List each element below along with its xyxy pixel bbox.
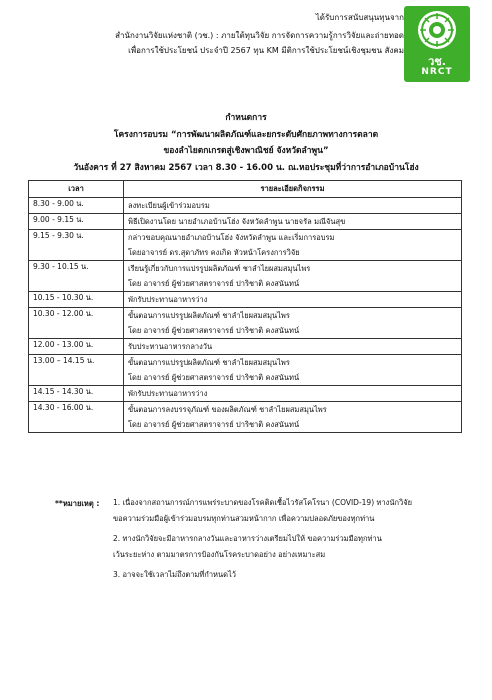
note-2-line-2: เว้นระยะห่าง ตามมาตรการป้องกันโรคระบาดอย่าง อย่างเหมาะสม	[113, 550, 326, 559]
row-detail	[124, 386, 462, 402]
row-detail	[124, 214, 462, 230]
table-row	[29, 198, 462, 214]
row-detail-line: โดย อาจารย์ ผู้ช่วยศาสตราจารย์ ปาริชาติ คงสนันทน์	[128, 373, 300, 382]
row-time: 9.30 - 10.15 น.	[29, 261, 124, 292]
row-detail-line: พักรับประทานอาหารว่าง	[128, 295, 208, 304]
funding-line-3: เพื่อการใช้ประโยชน์ ประจำปี 2567 ทุน KM มีติการใช้ประโยชน์เชิงชุมชน สังคม	[128, 46, 404, 55]
schedule-title: กำหนดการ	[225, 113, 267, 123]
row-detail	[124, 292, 462, 308]
note-item-2	[113, 531, 473, 563]
row-detail-line: ขั้นตอนการลงบรรจุภัณฑ์ ของผลิตภัณฑ์ ชาลำไยผสมสมุนไพร	[128, 405, 327, 414]
nrct-logo	[404, 6, 470, 82]
row-time: 9.15 - 9.30 น.	[29, 230, 124, 261]
table-row	[29, 214, 462, 230]
logo-thai-text: วช.	[428, 55, 446, 68]
row-detail	[124, 308, 462, 339]
note-2-line-1: 2. ทางนักวิจัยจะมีอาหารกลางวันและอาหารว่างเตรียมไปให้ ขอความร่วมมือทุกท่าน	[113, 534, 382, 543]
note-item-1	[113, 495, 473, 527]
row-time: 10.30 - 12.00 น.	[29, 308, 124, 339]
time-column-header: เวลา	[29, 181, 124, 198]
note-1-line-1: 1. เนื่องจากสถานการณ์การแพร่ระบาดของโรคติดเชื้อไวรัสโคโรนา (COVID-19) ทางนักวิจัย	[113, 498, 413, 507]
note-1-line-2: ขอความร่วมมือผู้เข้าร่วมอบรมทุกท่านสวมหน้ากาก เพื่อความปลอดภัยของทุกท่าน	[113, 514, 375, 523]
row-time: 14.15 - 14.30 น.	[29, 386, 124, 402]
agenda-table	[28, 180, 462, 433]
row-detail-line: โดย อาจารย์ ผู้ช่วยศาสตราจารย์ ปาริชาติ คงสนันทน์	[128, 420, 300, 429]
table-row	[29, 339, 462, 355]
table-row	[29, 292, 462, 308]
row-time: 12.00 - 13.00 น.	[29, 339, 124, 355]
project-title-line-2: ของลำไยตกเกรดสู่เชิงพาณิชย์ จังหวัดลำพูน”	[163, 146, 329, 156]
row-detail	[124, 198, 462, 214]
table-row	[29, 355, 462, 386]
detail-column-header: รายละเอียดกิจกรรม	[124, 181, 462, 198]
row-detail-line: เรียนรู้เกี่ยวกับการแปรรูปผลิตภัณฑ์ ชาลำไยผสมสมุนไพร	[128, 264, 311, 273]
notes-title: **หมายเหตุ :	[55, 499, 100, 508]
row-detail	[124, 339, 462, 355]
row-time: 10.15 - 10.30 น.	[29, 292, 124, 308]
row-detail-line: พิธีเปิดงานโดย นายอำเภอบ้านโฮ่ง จังหวัดลำพูน นายจรัล มณีจันสุข	[128, 217, 346, 226]
row-time: 13.00 – 14.15 น.	[29, 355, 124, 386]
row-detail	[124, 402, 462, 433]
row-detail-line: พักรับประทานอาหารว่าง	[128, 389, 208, 398]
row-detail-line: ขั้นตอนการแปรรูปผลิตภัณฑ์ ชาลำไยผสมสมุนไพร	[128, 358, 290, 367]
row-time: 9.00 - 9.15 น.	[29, 214, 124, 230]
note-item-3	[113, 567, 473, 583]
table-row	[29, 261, 462, 292]
row-detail-line: รับประทานอาหารกลางวัน	[128, 342, 213, 351]
table-row	[29, 230, 462, 261]
funding-line-2: สำนักงานวิจัยแห่งชาติ (วช.) : ภายใต้ทุนวิจัย การจัดการความรู้การวิจัยและถ่ายทอด	[115, 31, 404, 40]
row-time: 8.30 - 9.00 น.	[29, 198, 124, 214]
row-time: 14.30 - 16.00 น.	[29, 402, 124, 433]
row-detail	[124, 355, 462, 386]
table-row	[29, 308, 462, 339]
date-venue: วันอังคาร ที่ 27 สิงหาคม 2567 เวลา 8.30 - 16.00 น. ณ.หอประชุมที่ว่าการอำเภอบ้านโฮ่ง	[73, 163, 419, 173]
project-title-line-1: โครงการอบรม “การพัฒนาผลิตภัณฑ์และยกระดับศักยภาพทางการตลาด	[113, 130, 379, 140]
row-detail	[124, 230, 462, 261]
note-3-line-1: 3. อาจจะใช้เวลาไม่ถึงตามที่กำหนดไว้	[113, 570, 236, 579]
logo-english-text: NRCT	[421, 67, 453, 77]
table-row	[29, 386, 462, 402]
row-detail-line: กล่าวขอบคุณนายอำเภอบ้านโฮ่ง จังหวัดลำพูน และเริ่มการอบรม	[128, 233, 335, 242]
row-detail-line: ขั้นตอนการแปรรูปผลิตภัณฑ์ ชาลำไยผสมสมุนไพร	[128, 311, 290, 320]
table-row	[29, 402, 462, 433]
funding-line-1: ได้รับการสนับสนุนทุนจาก	[315, 13, 404, 22]
table-header-row	[29, 181, 462, 198]
row-detail-line: โดย อาจารย์ ผู้ช่วยศาสตราจารย์ ปาริชาติ คงสนันทน์	[128, 279, 300, 288]
row-detail-line: ลงทะเบียนผู้เข้าร่วมอบรม	[128, 201, 210, 210]
agenda-body	[29, 198, 462, 433]
row-detail-line: โดยอาจารย์ ดร.สุดาภัทร คงเกิด หัวหน้าโครงการวิจัย	[128, 248, 300, 257]
row-detail	[124, 261, 462, 292]
row-detail-line: โดย อาจารย์ ผู้ช่วยศาสตราจารย์ ปาริชาติ คงสนันทน์	[128, 326, 300, 335]
